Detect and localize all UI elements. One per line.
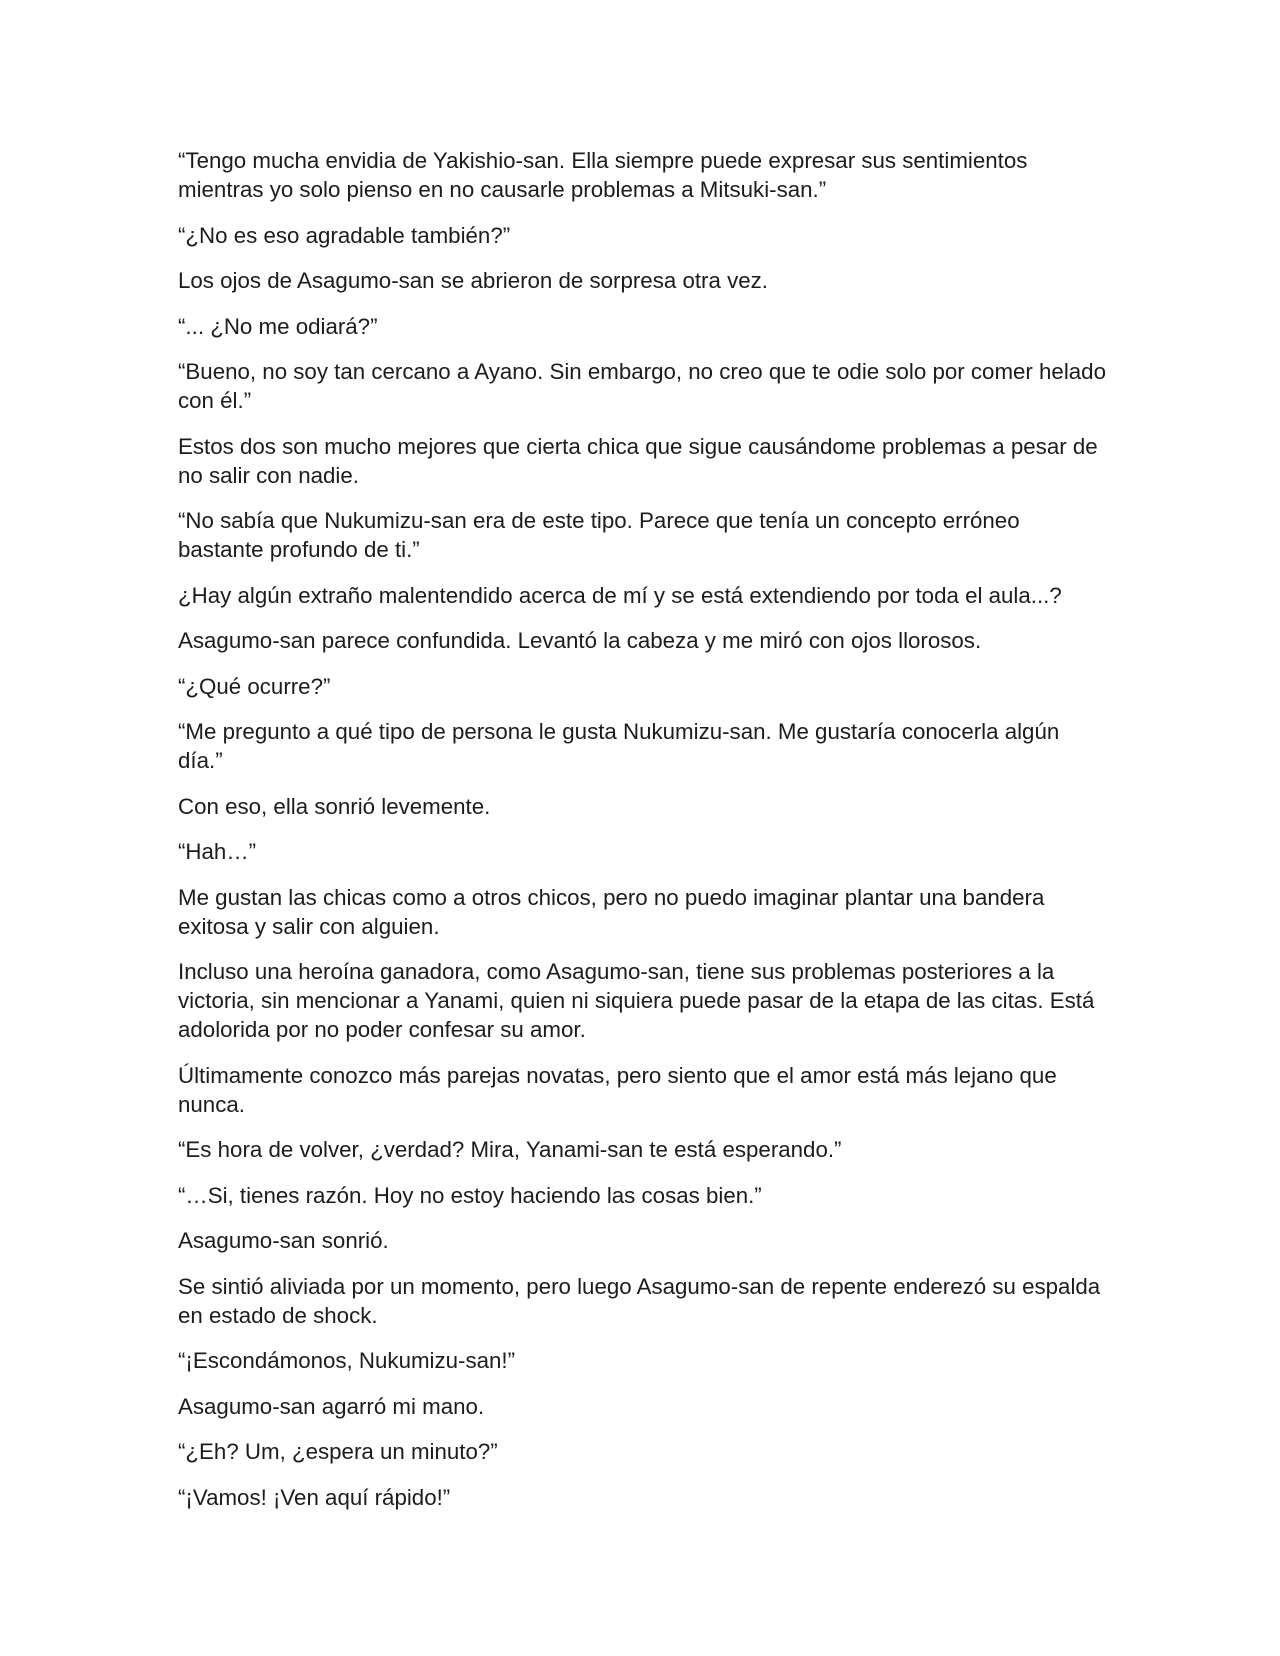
paragraph: “Es hora de volver, ¿verdad? Mira, Yanami-san te está esperando.” [178,1137,842,1162]
paragraph: “¿Eh? Um, ¿espera un minuto?” [178,1439,498,1464]
paragraph: Con eso, ella sonrió levemente. [178,793,491,819]
paragraph: “…Si, tienes razón. Hoy no estoy haciendo las cosas bien.” [178,1182,762,1208]
paragraph: “¿No es eso agradable también?” [178,222,511,248]
paragraph: Se sintió aliviada por un momento, pero luego Asagumo-san de repente enderezó su espalda en estado de shock. [178,1273,1101,1328]
paragraph: “No sabía que Nukumizu-san era de este tipo. Parece que tenía un concepto erróneo bastante profundo de ti.” [178,508,1020,562]
paragraph: “¡Escondámonos, Nukumizu-san!” [178,1348,516,1373]
paragraph: Asagumo-san parece confundida. Levantó la cabeza y me miró con ojos llorosos. [178,628,982,653]
paragraph: Me gustan las chicas como a otros chicos, pero no puedo imaginar plantar una bandera exitosa y salir con alguien. [178,884,1045,939]
document-body [178,146,1108,1528]
paragraph: ¿Hay algún extraño malentendido acerca de mí y se está extendiendo por toda el aula...? [178,582,1062,608]
paragraph: “... ¿No me odiará?” [178,313,378,339]
paragraph: Estos dos son mucho mejores que cierta chica que sigue causándome problemas a pesar de no salir con nadie. [178,433,1098,488]
paragraph: Los ojos de Asagumo-san se abrieron de sorpresa otra vez. [178,268,768,293]
paragraph: “¡Vamos! ¡Ven aquí rápido!” [178,1484,451,1510]
paragraph: “Tengo mucha envidia de Yakishio-san. Ella siempre puede expresar sus sentimientos mientras yo solo pienso en no causarle problemas a Mitsuki-san.” [178,148,1028,202]
paragraph: “¿Qué ocurre?” [178,673,331,699]
paragraph: Incluso una heroína ganadora, como Asagumo-san, tiene sus problemas posteriores a la victoria, sin mencionar a Yanami, quien ni siquiera puede pasar de la etapa de las citas. Está adolorida por no poder confesar su amor. [178,959,1095,1042]
paragraph: Asagumo-san agarró mi mano. [178,1393,485,1419]
paragraph: “Bueno, no soy tan cercano a Ayano. Sin embargo, no creo que te odie solo por comer helado con él.” [178,359,1106,413]
paragraph: “Me pregunto a qué tipo de persona le gusta Nukumizu-san. Me gustaría conocerla algún día.” [178,719,1060,773]
paragraph: “Hah…” [178,839,257,864]
paragraph: Asagumo-san sonrió. [178,1228,389,1253]
paragraph: Últimamente conozco más parejas novatas, pero siento que el amor está más lejano que nunca. [178,1062,1057,1117]
